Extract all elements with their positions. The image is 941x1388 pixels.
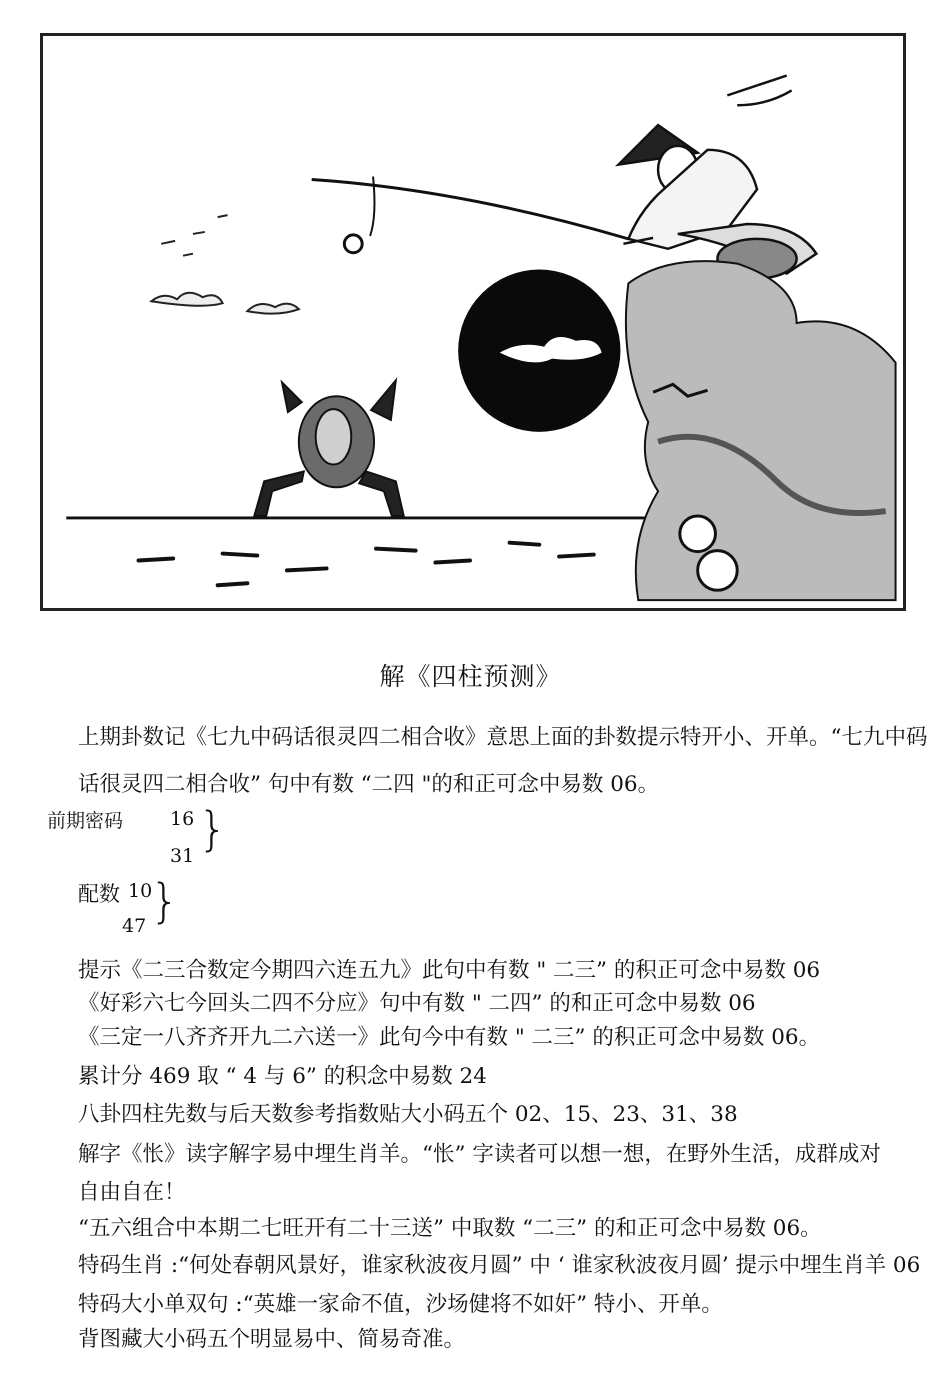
prev-number-1: 16 — [170, 808, 195, 830]
char-solution-line-2: 自由自在！ — [78, 1180, 186, 1205]
prev-number-2: 31 — [170, 845, 195, 867]
hint-line-2: 《好彩六七今回头二四不分应》句中有数 " 二四” 的和正可念中易数 06 — [78, 991, 756, 1016]
zodiac-line: 特码生肖 :“何处春朝风景好，谁家秋波夜月圆” 中 ‘ 谁家秋波夜月圆’ 提示中埋生肖羊 06 — [78, 1253, 921, 1278]
illustration-frame — [40, 33, 906, 611]
size-parity-line: 特码大小单双句 :“英雄一家命不值，沙场健将不如奸” 特小、开单。 — [78, 1292, 723, 1317]
fishing-rod — [312, 179, 629, 238]
prev-brace: } — [198, 802, 228, 856]
paragraph-line-2: 话很灵四二相合收” 句中有数 “二四 "的和正可念中易数 06。 — [78, 772, 660, 797]
char-solution-line-1: 解字《怅》读字解字易中埋生肖羊。“怅” 字读者可以想一想，在野外生活，成群成对 — [78, 1142, 881, 1167]
bagua-line: 八卦四柱先数与后天数参考指数贴大小码五个 02、15、23、31、38 — [78, 1102, 738, 1127]
fisherman — [618, 76, 816, 279]
prev-code-label: 前期密码 — [47, 810, 124, 832]
pair-number-1: 10 — [128, 880, 153, 902]
combo-line: “五六组合中本期二七旺开有二十三送” 中取数 “二三” 的和正可念中易数 06。 — [78, 1216, 822, 1241]
pair-label: 配数 — [78, 882, 120, 906]
ground-marks — [139, 543, 594, 586]
score-line: 累计分 469 取 “ 4 与 6” 的积念中易数 24 — [78, 1064, 487, 1089]
pair-brace: } — [150, 874, 180, 928]
pair-number-2: 47 — [122, 915, 147, 937]
hint-line-1: 提示《二三合数定今期四六连五九》此句中有数 " 二三” 的积正可念中易数 06 — [78, 958, 821, 983]
fishing-hook — [344, 235, 362, 253]
final-line: 背图藏大小码五个明显易中、简易奇准。 — [78, 1327, 466, 1352]
clouds — [151, 215, 298, 314]
cliff — [626, 261, 896, 600]
frog — [254, 380, 403, 516]
fisherman-frog-moon-illustration — [43, 36, 903, 608]
hint-line-3: 《三定一八齐齐开九二六送一》此句今中有数 " 二三” 的积正可念中易数 06。 — [78, 1025, 821, 1050]
paragraph-line-1: 上期卦数记《七九中码话很灵四二相合收》意思上面的卦数提示特开小、开单。“七九中码 — [78, 725, 928, 750]
page-title: 解《四柱预测》 — [379, 662, 562, 691]
